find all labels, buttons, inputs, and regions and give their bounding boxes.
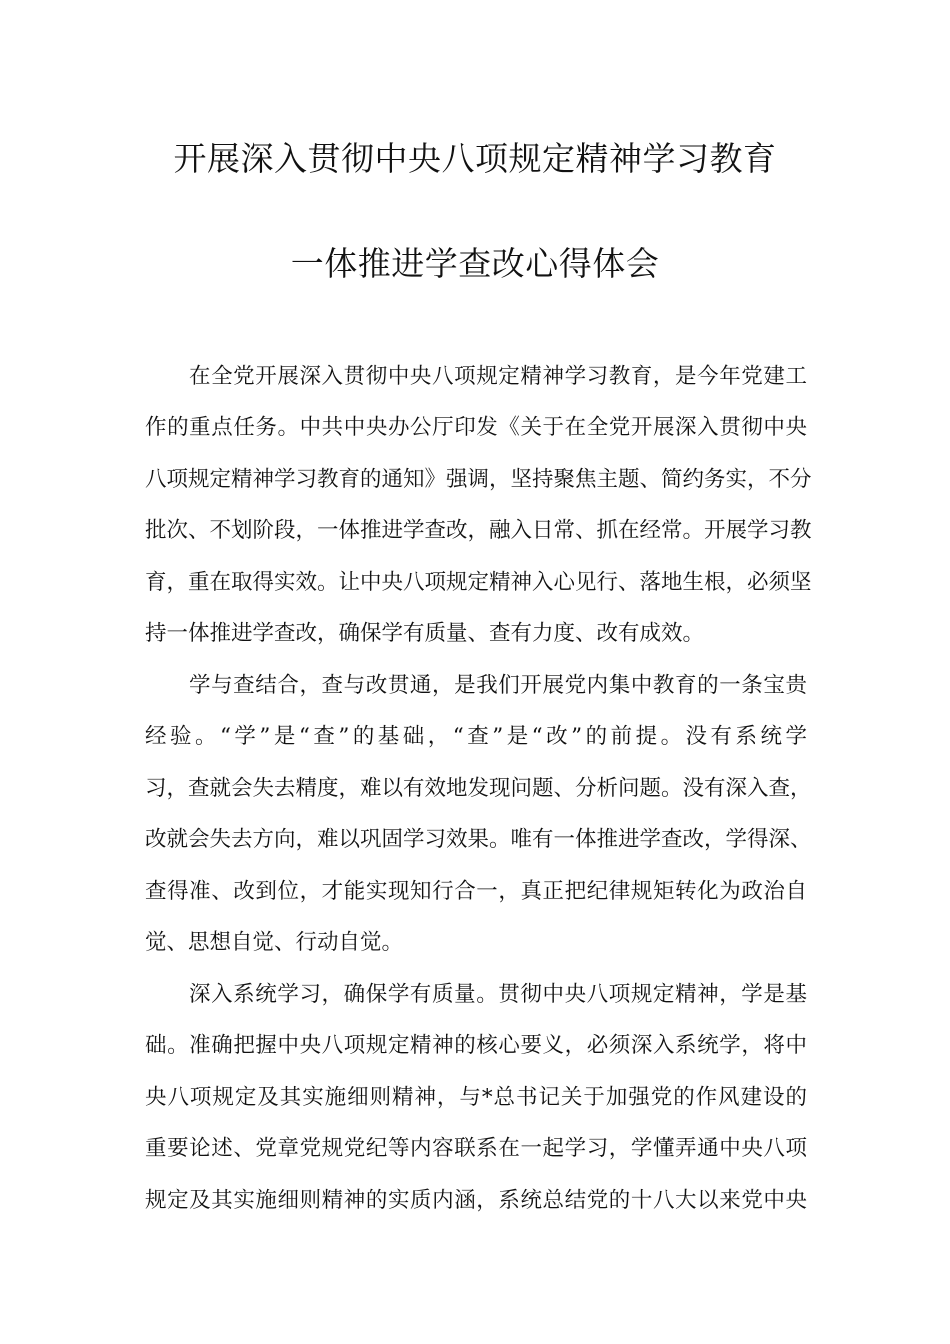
paragraph-line: 觉、思想自觉、行动自觉。 <box>145 930 404 955</box>
paragraph-line: 批次、不划阶段，一体推进学查改，融入日常、抓在经常。开展学习教 <box>145 518 812 543</box>
paragraph-line: 习，查就会失去精度，难以有效地发现问题、分析问题。没有深入查， <box>145 776 812 801</box>
paragraph-line: 育，重在取得实效。让中央八项规定精神入心见行、落地生根，必须坚 <box>145 570 812 595</box>
paragraph-line: 础。准确把握中央八项规定精神的核心要义，必须深入系统学，将中 <box>145 1033 807 1058</box>
paragraph-line: 查得准、改到位，才能实现知行合一，真正把纪律规矩转化为政治自 <box>145 879 807 904</box>
paragraph-line: 重要论述、党章党规党纪等内容联系在一起学习，学懂弄通中央八项 <box>145 1136 807 1161</box>
document-title-line-2: 一体推进学查改心得体会 <box>290 244 660 283</box>
paragraph-line: 改就会失去方向，难以巩固学习效果。唯有一体推进学查改，学得深、 <box>145 827 812 852</box>
paragraph-line: 学与查结合，查与改贯通，是我们开展党内集中教育的一条宝贵 <box>189 673 807 698</box>
paragraph-line: 在全党开展深入贯彻中央八项规定精神学习教育，是今年党建工 <box>189 364 807 389</box>
paragraph-line: 深入系统学习，确保学有质量。贯彻中央八项规定精神，学是基 <box>189 982 807 1007</box>
document-title-line-1: 开展深入贯彻中央八项规定精神学习教育 <box>173 139 777 178</box>
paragraph-line: 八项规定精神学习教育的通知》强调，坚持聚焦主题、简约务实，不分 <box>145 467 812 492</box>
paragraph-line: 持一体推进学查改，确保学有质量、查有力度、改有成效。 <box>145 621 705 646</box>
paragraph-line: 经验。“学”是“查”的基础，“查”是“改”的前提。没有系统学 <box>145 724 807 749</box>
paragraph-line: 规定及其实施细则精神的实质内涵，系统总结党的十八大以来党中央 <box>145 1188 807 1213</box>
paragraph-line: 央八项规定及其实施细则精神，与*总书记关于加强党的作风建设的 <box>145 1085 807 1110</box>
paragraph-line: 作的重点任务。中共中央办公厅印发《关于在全党开展深入贯彻中央 <box>145 415 807 440</box>
